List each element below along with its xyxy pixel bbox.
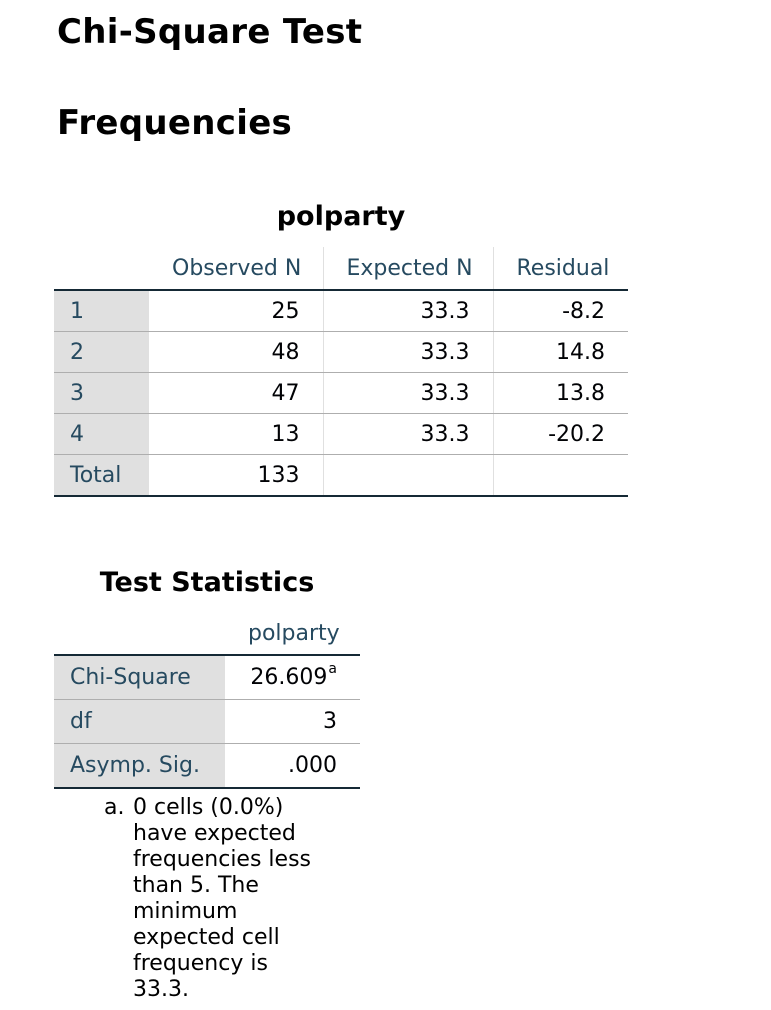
header-blank	[54, 247, 149, 290]
test-statistics-header-row	[54, 613, 360, 655]
table-row	[54, 414, 628, 455]
header-residual: Residual	[516, 255, 610, 281]
frequencies-header-row	[54, 247, 628, 290]
row-label: 2	[54, 332, 149, 373]
residual-total-cell	[493, 455, 628, 497]
frequencies-table-title: polparty	[276, 201, 406, 232]
header-observed-n: Observed N	[149, 247, 323, 290]
header-expected-n: Expected N	[323, 247, 493, 290]
row-label-total: Total	[54, 455, 149, 497]
df-value: 3	[225, 700, 360, 744]
observed-cell: 25	[149, 290, 323, 332]
observed-cell: 48	[149, 332, 323, 373]
total-row	[54, 455, 628, 497]
row-label: 3	[54, 373, 149, 414]
table-row	[54, 290, 628, 332]
expected-total-cell	[323, 455, 493, 497]
observed-total-cell: 133	[149, 455, 323, 497]
expected-cell: 33.3	[323, 373, 493, 414]
footnote-text: 0 cells (0.0%) have expected frequencies less than 5. The minimum expected cell frequency is 33.3.	[133, 795, 311, 1002]
footnote-mark: a.	[104, 795, 125, 820]
table-row	[54, 655, 360, 700]
row-label: 1	[54, 290, 149, 332]
page-title: Chi-Square Test	[57, 12, 363, 52]
table-row	[54, 332, 628, 373]
table-row	[54, 700, 360, 744]
row-label: 4	[54, 414, 149, 455]
observed-cell: 13	[149, 414, 323, 455]
chi-square-value	[225, 655, 360, 700]
table-row	[54, 744, 360, 789]
residual-cell: 14.8	[493, 332, 628, 373]
footnote	[104, 795, 354, 1003]
test-statistics-table	[54, 613, 360, 789]
header-blank	[54, 613, 225, 655]
section-title: Frequencies	[57, 103, 293, 143]
table-row	[54, 373, 628, 414]
chi-square-number: 26.609	[250, 665, 328, 690]
expected-cell: 33.3	[323, 414, 493, 455]
observed-cell: 47	[149, 373, 323, 414]
expected-cell: 33.3	[323, 290, 493, 332]
residual-cell: -8.2	[493, 290, 628, 332]
asymp-sig-value: .000	[225, 744, 360, 789]
expected-cell: 33.3	[323, 332, 493, 373]
row-label-df: df	[54, 700, 225, 744]
row-label-asymp-sig: Asymp. Sig.	[54, 744, 225, 789]
row-label-chi-square: Chi-Square	[54, 655, 225, 700]
footnote-marker: a	[328, 661, 337, 677]
residual-cell: 13.8	[493, 373, 628, 414]
frequencies-table	[54, 247, 628, 497]
test-statistics-title: Test Statistics	[99, 567, 315, 598]
header-polparty: polparty	[248, 621, 340, 646]
residual-cell: -20.2	[493, 414, 628, 455]
